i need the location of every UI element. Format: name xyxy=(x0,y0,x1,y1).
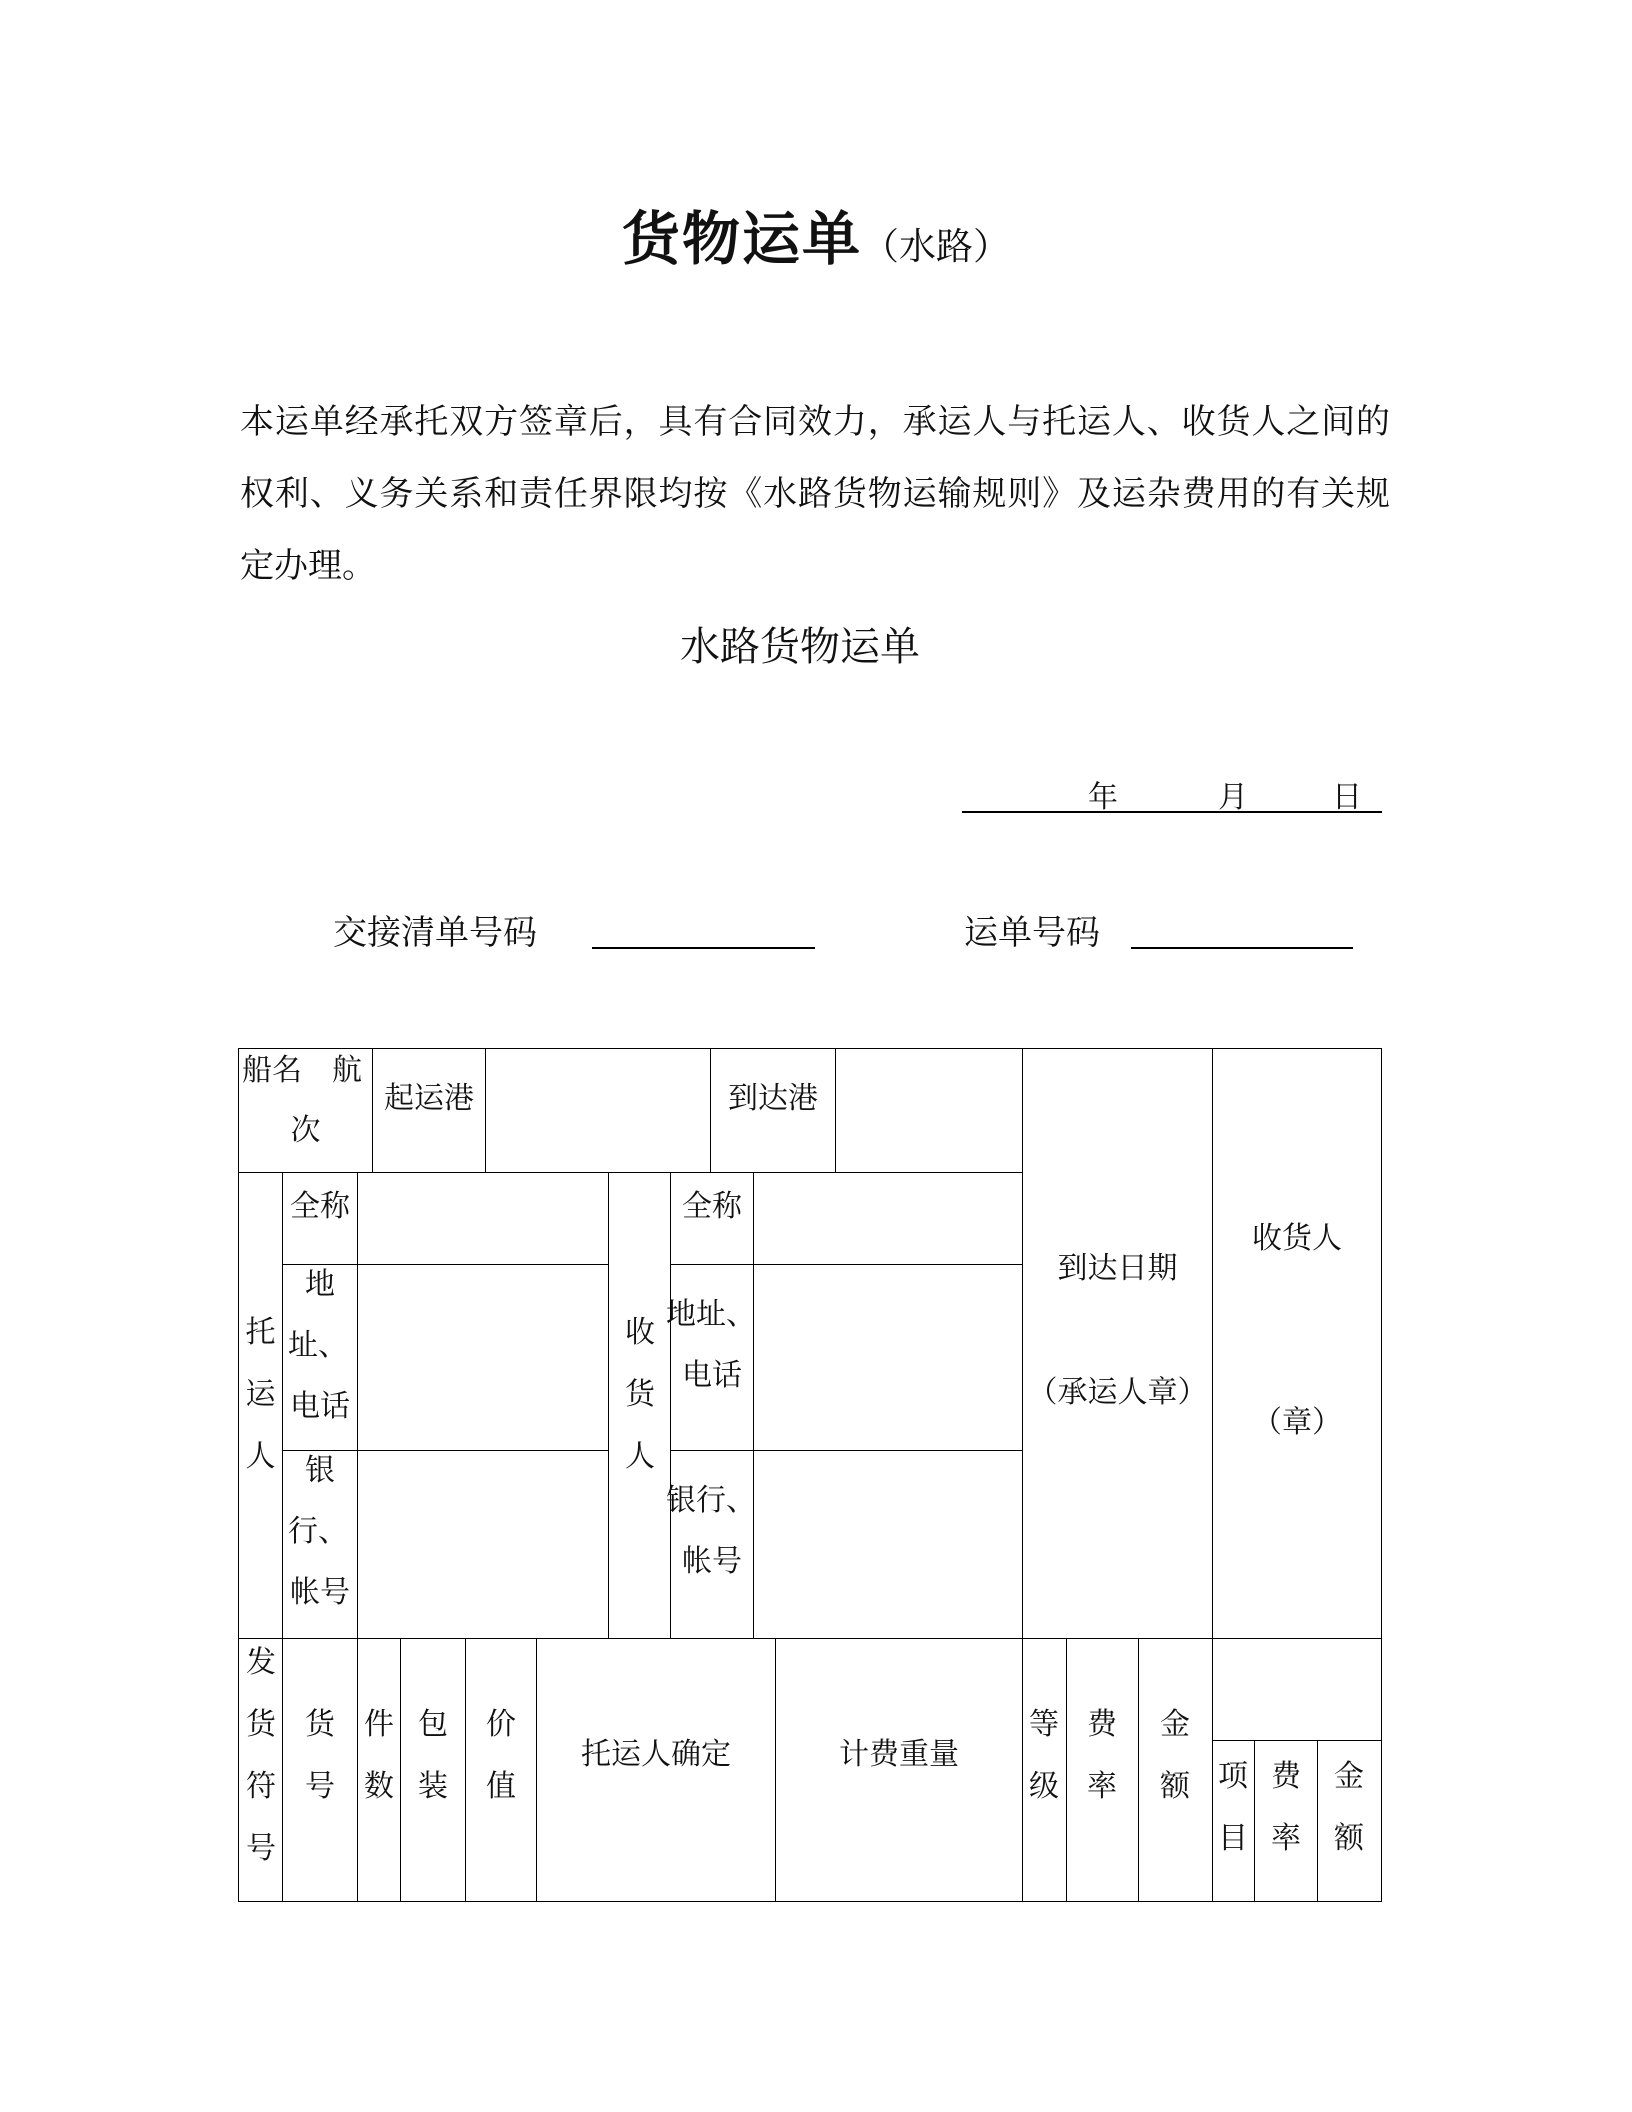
col-grade-label: 等级 xyxy=(1029,1707,1059,1804)
shipper-bank-field[interactable] xyxy=(357,1450,609,1639)
document-title-block xyxy=(0,192,1632,276)
arrival-port-label: 到达港 xyxy=(728,1081,818,1116)
consignee-bank-field[interactable] xyxy=(753,1450,1023,1639)
ship-voyage-label-1: 船名 航 xyxy=(242,1053,362,1088)
col-cargo-no-label: 货号 xyxy=(305,1707,335,1804)
consignee-label: 收货人 xyxy=(625,1315,655,1474)
consignee-address-label-2: 电话 xyxy=(682,1358,742,1393)
col-rate2-label: 费率 xyxy=(1271,1759,1301,1856)
handover-list-no-label: 交接清单号码 xyxy=(333,913,537,953)
departure-port-field[interactable] xyxy=(485,1048,711,1173)
consignee-address-label-1: 地址、 xyxy=(666,1297,756,1332)
shipper-full-name-label: 全称 xyxy=(290,1189,350,1224)
col-pieces-label: 件数 xyxy=(364,1707,394,1804)
consignee-address-field[interactable] xyxy=(753,1264,1023,1451)
form-subtitle: 水路货物运单 xyxy=(680,624,920,670)
document-title-suffix: （水路） xyxy=(862,225,1010,268)
departure-port-label: 起运港 xyxy=(384,1081,474,1116)
cell-consignee-seal[interactable] xyxy=(1212,1048,1382,1639)
shipper-label: 托运人 xyxy=(245,1315,276,1474)
col-rate-label: 费率 xyxy=(1087,1707,1117,1804)
col-amount-label: 金额 xyxy=(1160,1707,1190,1804)
shipper-full-name-field[interactable] xyxy=(357,1172,609,1265)
shipper-address-label-3: 电话 xyxy=(290,1389,350,1424)
col-shipper-confirmed-label: 托运人确定 xyxy=(581,1737,731,1772)
handover-list-no-field[interactable] xyxy=(592,947,815,949)
col-item-label: 项目 xyxy=(1218,1759,1248,1856)
arrival-date-label: 到达日期 xyxy=(1057,1251,1178,1286)
consignee-bank-label-1: 银行、 xyxy=(666,1483,756,1518)
shipper-bank-label-1: 银 xyxy=(305,1453,335,1488)
shipper-bank-label-3: 帐号 xyxy=(290,1575,350,1610)
cell-arrival-date[interactable] xyxy=(1022,1048,1213,1639)
arrival-port-field[interactable] xyxy=(835,1048,1023,1173)
consignee-full-name-field[interactable] xyxy=(753,1172,1023,1265)
date-year-label: 年 xyxy=(1088,780,1118,815)
date-field-line[interactable] xyxy=(962,775,1382,813)
col-packing-label: 包装 xyxy=(418,1707,448,1804)
ship-voyage-label-2: 次 xyxy=(290,1113,321,1148)
col-chargeable-weight-label: 计费重量 xyxy=(839,1737,959,1772)
consignee-bank-label-2: 帐号 xyxy=(682,1544,742,1579)
col-shipping-mark-label: 发货符号 xyxy=(246,1645,276,1866)
shipper-address-label-2: 址、 xyxy=(288,1328,348,1363)
terms-paragraph: 本运单经承托双方签章后，具有合同效力，承运人与托运人、收货人之间的权利、义务关系和责任界限均按《水路货物运输规则》及运杂费用的有关规定办理。 xyxy=(240,402,1390,586)
col-value-label: 价值 xyxy=(486,1707,516,1804)
shipper-bank-label-2: 行、 xyxy=(288,1514,348,1549)
cell-fee-header-top xyxy=(1212,1638,1382,1741)
date-day-label: 日 xyxy=(1332,780,1362,815)
col-amount2-label: 金额 xyxy=(1334,1759,1364,1856)
consignee-seal-label: （章） xyxy=(1252,1405,1342,1440)
waybill-no-field[interactable] xyxy=(1131,947,1353,949)
date-month-label: 月 xyxy=(1218,780,1248,815)
document-title: 货物运单 xyxy=(621,205,862,273)
shipper-address-field[interactable] xyxy=(357,1264,609,1451)
consignee-col-label: 收货人 xyxy=(1252,1221,1342,1256)
waybill-no-label: 运单号码 xyxy=(964,913,1100,953)
shipper-address-label-1: 地 xyxy=(305,1267,335,1302)
consignee-full-name-label: 全称 xyxy=(682,1189,742,1224)
carrier-seal-label: （承运人章） xyxy=(1027,1375,1208,1410)
